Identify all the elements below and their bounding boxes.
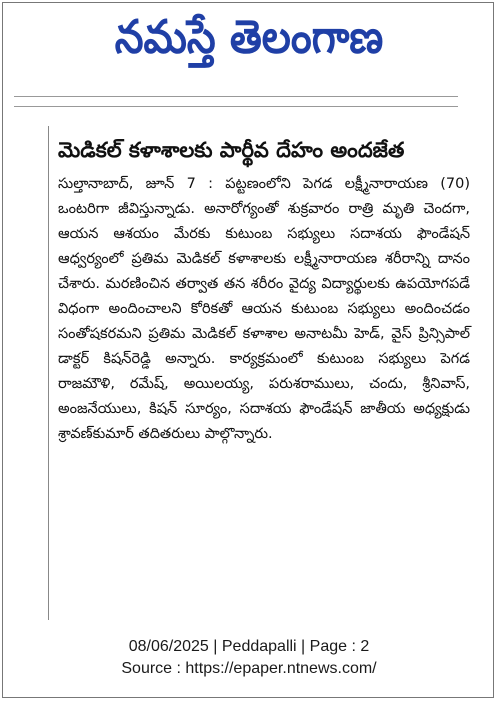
footer-source-line: Source : https://epaper.ntnews.com/ <box>121 660 377 677</box>
article-clipping <box>58 132 470 616</box>
masthead-divider <box>14 96 458 97</box>
article-headline: మెడికల్ కళాశాలకు పార్థీవ దేహం అందజేత <box>58 138 405 162</box>
footer-date-line: 08/06/2025 | Peddapalli | Page : 2 <box>128 638 370 655</box>
masthead-divider-lower <box>14 106 458 107</box>
masthead-title: నమస్తే తెలంగాణ <box>114 10 384 64</box>
clipping-border <box>48 126 49 620</box>
article-body: సుల్తానాబాద్, జూన్ 7 : పట్టణంలోని పెగడ లక్ష్మీనారాయణ (70) ఒంటరిగా జీవిస్తున్నాడు. అనారోగ్యంతో శుక్రవారం రాత్రి మృతి చెందగా, ఆయన ఆశయం మేరకు కుటుంబ సభ్యులు సదాశయ ఫౌండేషన్ ఆధ్వర్యంలో ప్రతిమ మెడికల్ కళాశాలకు లక్ష్మీనారాయణ శరీరాన్ని దానం చేశారు. మరణించిన తర్వాత తన శరీరం వైద్య విద్యార్థులకు ఉపయోగపడే విధంగా అందించాలని కోరికతో ఆయన కుటుంబ సభ్యులు అందించడం సంతోషకరమని ప్రతిమ మెడికల్ కళాశాల అనాటమీ హెడ్, వైస్ ప్రిన్సిపాల్ డాక్టర్ కిషన్‌రెడ్డి అన్నారు. కార్యక్రమంలో కుటుంబ సభ్యులు పెగడ రాజమౌళి, రమేష్, అయిలయ్య, పరుశరాములు, చందు, శ్రీనివాస్, అంజనేయులు, కిషన్ సూర్యం, సదాశయ ఫౌండేషన్ జాతీయ అధ్యక్షుడు శ్రావణ్‌కుమార్ తదితరులు పాల్గొన్నారు. <box>58 176 470 442</box>
newspaper-masthead <box>0 6 498 68</box>
